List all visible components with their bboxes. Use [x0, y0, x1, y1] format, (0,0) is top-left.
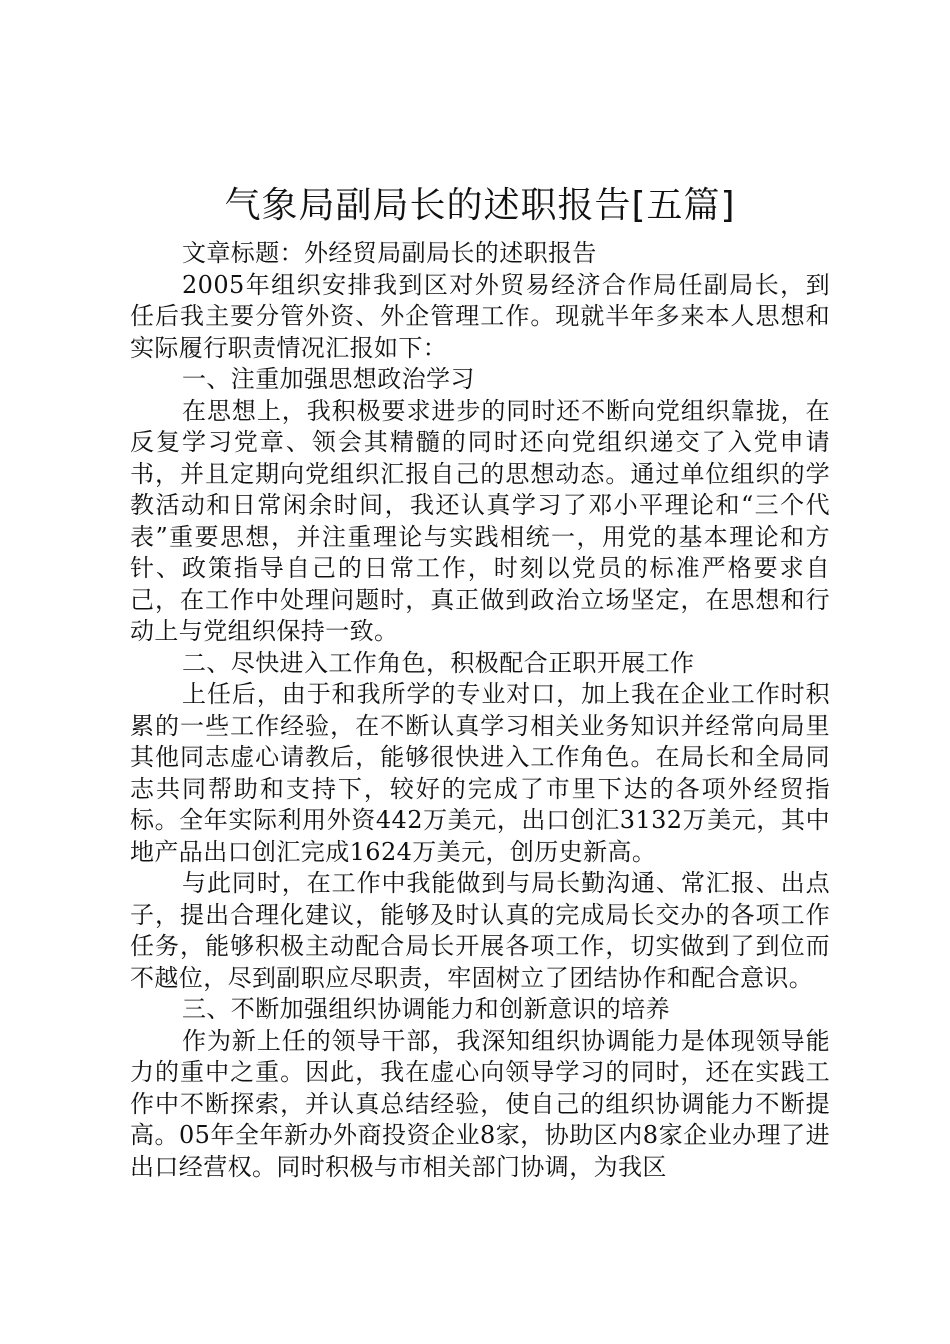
intro-paragraph: 2005年组织安排我到区对外贸易经济合作局任副局长，到任后我主要分管外资、外企管理工作。现就半年多来本人思想和实际履行职责情况汇报如下： [130, 270, 830, 362]
section-heading-2: 二、尽快进入工作角色，积极配合正职开展工作 [182, 648, 695, 677]
section-2-paragraph-2: 与此同时，在工作中我能做到与局长勤沟通、常汇报、出点子，提出合理化建议，能够及时认真的完成局长交办的各项工作任务，能够积极主动配合局长开展各项工作，切实做到了到位而不越位，尽到副职应尽职责，牢固树立了团结协作和配合意识。 [130, 869, 830, 992]
document-page [130, 180, 830, 1183]
section-2-paragraph-1: 上任后，由于和我所学的专业对口，加上我在企业工作时积累的一些工作经验，在不断认真学习相关业务知识并经常向局里其他同志虚心请教后，能够很快进入工作角色。在局长和全局同志共同帮助和支持下，较好的完成了市里下达的各项外经贸指标。全年实际利用外资442万美元，出口创汇3132万美元，其中地产品出口创汇完成1624万美元，创历史新高。 [130, 680, 830, 866]
section-heading-1: 一、注重加强思想政治学习 [182, 365, 475, 393]
section-1-paragraph: 在思想上，我积极要求进步的同时还不断向党组织靠拢，在反复学习党章、领会其精髓的同时还向党组织递交了入党申请书，并且定期向党组织汇报自己的思想动态。通过单位组织的学教活动和日常闲余时间，我还认真学习了邓小平理论和“三个代表”重要思想，并注重理论与实践相统一，用党的基本理论和方针、政策指导自己的日常工作，时刻以党员的标准严格要求自己，在工作中处理问题时，真正做到政治立场坚定，在思想和行动上与党组织保持一致。 [130, 396, 830, 645]
document-title: 气象局副局长的述职报告[五篇] [224, 185, 736, 226]
article-label: 文章标题：外经贸局副局长的述职报告 [182, 239, 597, 267]
section-3-paragraph: 作为新上任的领导干部，我深知组织协调能力是体现领导能力的重中之重。因此，我在虚心向领导学习的同时，还在实践工作中不断探索，并认真总结经验，使自己的组织协调能力不断提高。05年全年新办外商投资企业8家，协助区内8家企业办理了进出口经营权。同时积极与市相关部门协调，为我区 [130, 1026, 830, 1181]
section-heading-3: 三、不断加强组织协调能力和创新意识的培养 [182, 995, 670, 1023]
